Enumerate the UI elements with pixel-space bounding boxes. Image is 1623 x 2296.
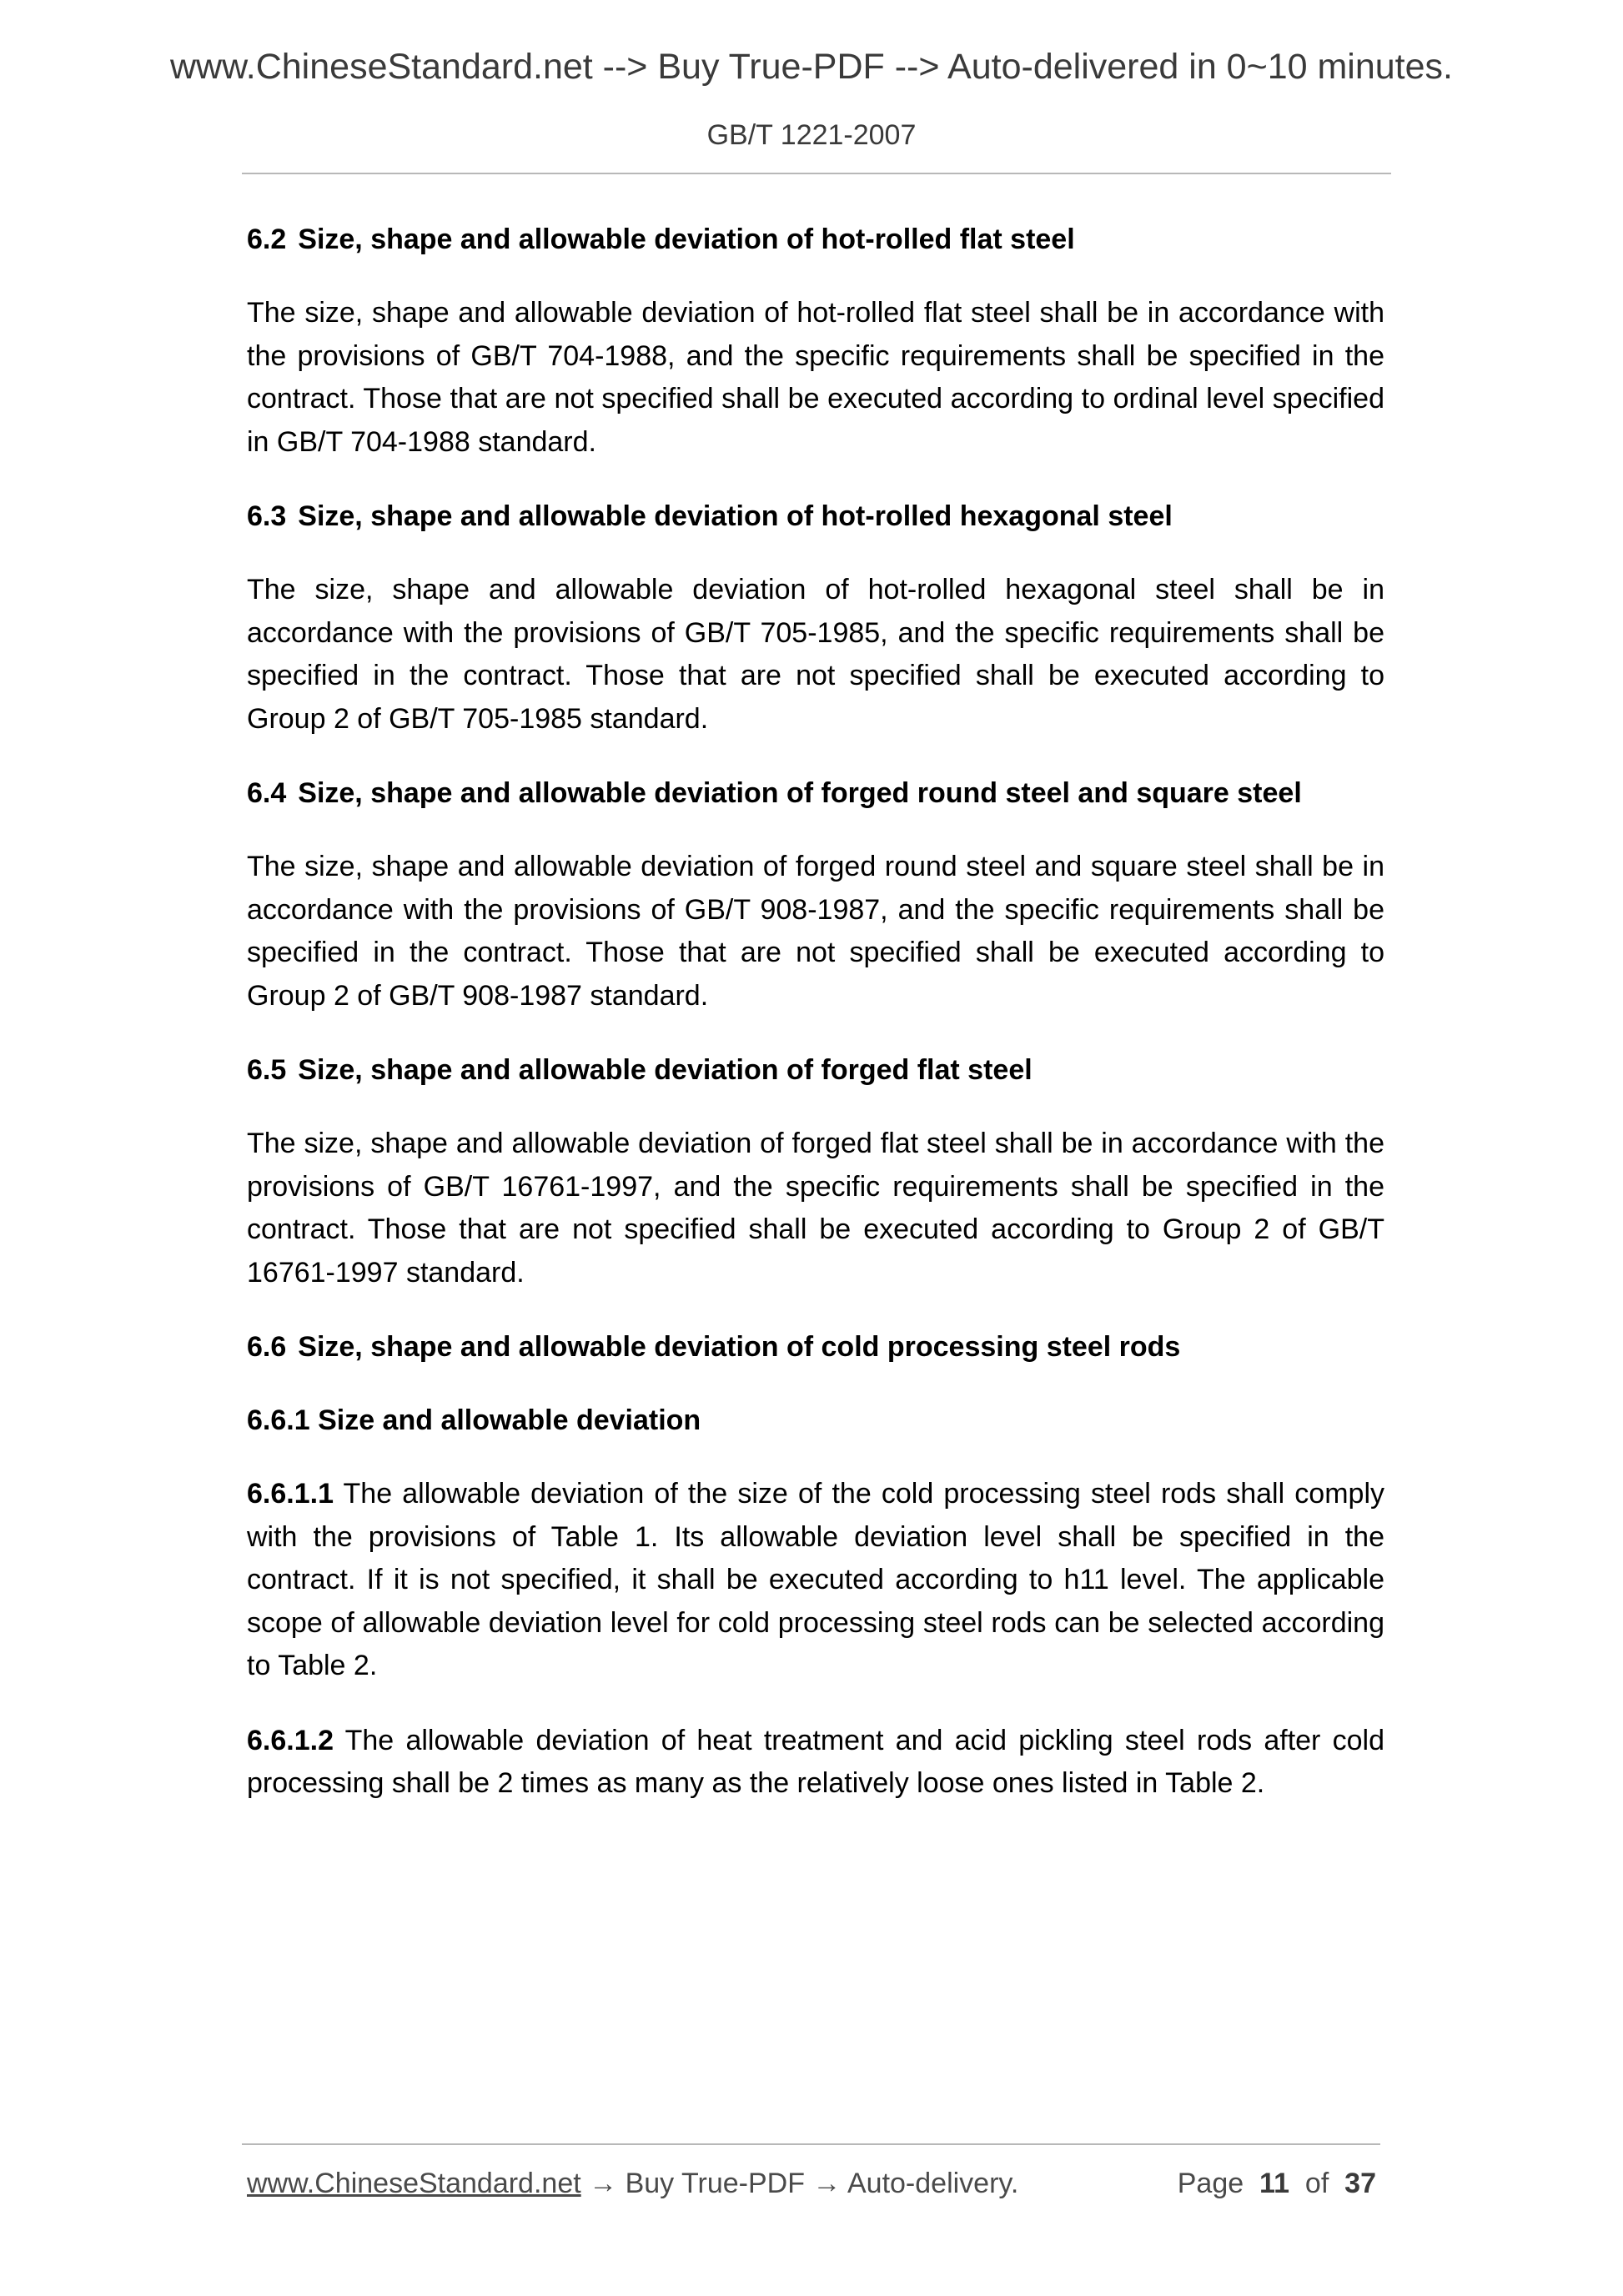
section-heading-6-6-1 <box>247 1399 1384 1441</box>
section-title: Size, shape and allowable deviation of cold processing steel rods <box>298 1331 1181 1363</box>
section-paragraph-6-4: The size, shape and allowable deviation of forged round steel and square steel shall be in accordance with the provisions of GB/T 908-1987, and the specific requirements shall be specified in the contract. Those that are not specified shall be executed according to Group 2 of GB/T 908-1987 standard. <box>247 851 1384 1012</box>
of-label: of <box>1304 2168 1329 2199</box>
section-number: 6.2 <box>247 224 287 255</box>
section-number: 6.5 <box>247 1054 287 1086</box>
section-heading-6-5 <box>247 1049 1384 1091</box>
section-heading-6-6 <box>247 1326 1384 1368</box>
section-title: Size, shape and allowable deviation of forged round steel and square steel <box>298 777 1302 809</box>
clause-text: The allowable deviation of the size of the cold processing steel rods shall comply with the provisions of Table 1. Its allowable deviation level shall be specified in the contract. If it is not specified, it shall be executed according to h11 level. The applicable scope of allowable deviation level for cold processing steel rods can be selected according to Table 2. <box>247 1478 1384 1681</box>
footer-divider <box>242 2143 1380 2145</box>
clause-text: The allowable deviation of heat treatment and acid pickling steel rods after cold processing shall be 2 times as many as the relatively loose ones listed in Table 2. <box>247 1724 1384 1799</box>
standard-code: GB/T 1221-2007 <box>706 119 917 151</box>
section-paragraph-6-5: The size, shape and allowable deviation of forged flat steel shall be in accordance with the provisions of GB/T 16761-1997, and the specific requirements shall be specified in the contract. Those that are not specified shall be executed according to Group 2 of GB/T 16761-1997 standard. <box>247 1128 1384 1289</box>
document-body <box>247 219 1384 1837</box>
page-total: 37 <box>1344 2168 1376 2199</box>
section-title: Size and allowable deviation <box>318 1404 701 1436</box>
section-number: 6.4 <box>247 777 287 809</box>
top-banner: www.ChineseStandard.net --> Buy True-PDF --> Auto-delivered in 0~10 minutes. <box>169 47 1453 87</box>
section-title: Size, shape and allowable deviation of hot-rolled hexagonal steel <box>298 500 1173 532</box>
clause-6-6-1-2 <box>247 1720 1384 1806</box>
page-indicator <box>1178 2164 1376 2203</box>
clause-number: 6.6.1.2 <box>247 1724 334 1756</box>
section-title: Size, shape and allowable deviation of forged flat steel <box>298 1054 1033 1086</box>
footer-promo <box>247 2164 1018 2203</box>
page-label: Page <box>1177 2168 1244 2199</box>
section-number: 6.3 <box>247 500 287 532</box>
section-number: 6.6 <box>247 1331 287 1363</box>
header-divider <box>242 173 1391 174</box>
footer-trail: → Buy True-PDF → Auto-delivery. <box>589 2168 1019 2199</box>
section-heading-6-3 <box>247 495 1384 537</box>
clause-number: 6.6.1.1 <box>247 1478 334 1510</box>
section-paragraph-6-2: The size, shape and allowable deviation of hot-rolled flat steel shall be in accordance with the provisions of GB/T 704-1988, and the specific requirements shall be specified in the contract. Those that are not specified shall be executed according to ordinal level specified in GB/T 704-1988 standard. <box>247 297 1384 458</box>
clause-6-6-1-1 <box>247 1473 1384 1688</box>
footer-site-link[interactable]: www.ChineseStandard.net <box>247 2168 581 2199</box>
section-heading-6-2 <box>247 219 1384 260</box>
section-number: 6.6.1 <box>247 1404 310 1436</box>
page-number: 11 <box>1259 2168 1289 2199</box>
section-heading-6-4 <box>247 772 1384 814</box>
section-paragraph-6-3: The size, shape and allowable deviation of hot-rolled hexagonal steel shall be in accordance with the provisions of GB/T 705-1985, and the specific requirements shall be specified in the contract. Those that are not specified shall be executed according to Group 2 of GB/T 705-1985 standard. <box>247 574 1384 735</box>
section-title: Size, shape and allowable deviation of hot-rolled flat steel <box>298 224 1075 255</box>
